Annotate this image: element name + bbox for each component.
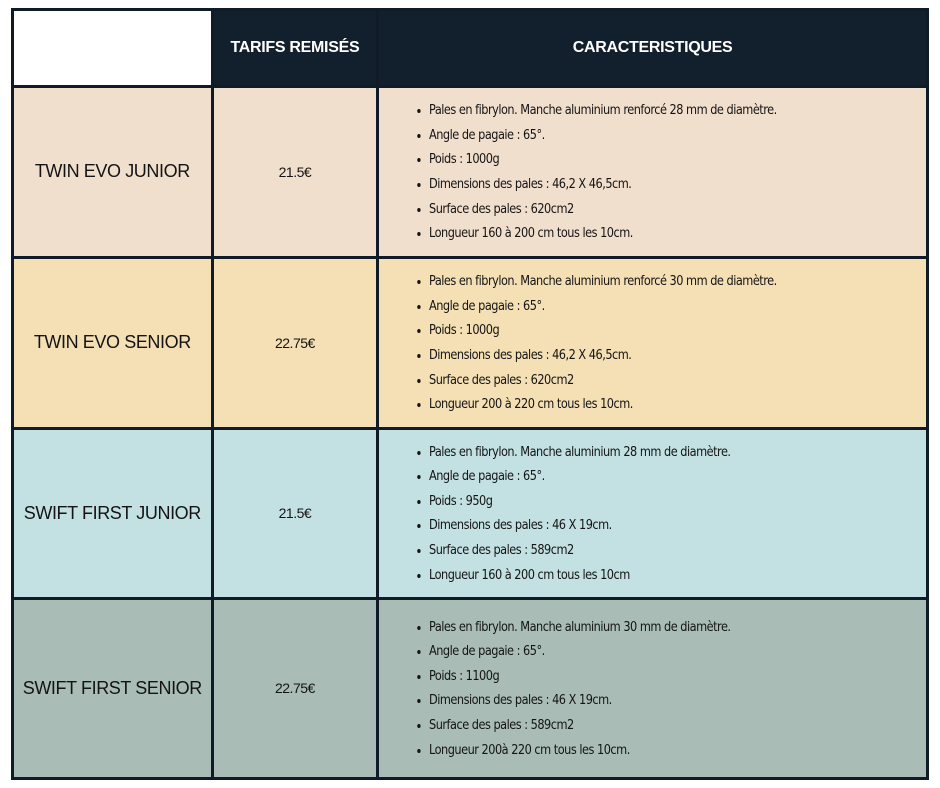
product-row-twin-evo-senior xyxy=(13,257,928,428)
spec-item: • Longueur 160 à 200 cm tous les 10cm xyxy=(429,563,846,588)
spec-list xyxy=(379,269,926,417)
product-price: 21.5€ xyxy=(212,87,378,258)
product-row-twin-evo-junior xyxy=(13,87,928,258)
spec-item: • Longueur 160 à 200 cm tous les 10cm. xyxy=(429,221,846,246)
spec-item: • Longueur 200à 220 cm tous les 10cm. xyxy=(429,738,846,763)
spec-item: • Dimensions des pales : 46 X 19cm. xyxy=(429,688,846,713)
product-specs xyxy=(378,257,928,428)
product-specs xyxy=(378,428,928,598)
spec-item: • Pales en fibrylon. Manche aluminium 28 mm de diamètre. xyxy=(429,440,846,465)
spec-item: • Surface des pales : 589cm2 xyxy=(429,538,846,563)
spec-item: • Surface des pales : 620cm2 xyxy=(429,197,846,222)
product-name: TWIN EVO JUNIOR xyxy=(13,87,213,258)
spec-item: • Pales en fibrylon. Manche aluminium renforcé 28 mm de diamètre. xyxy=(429,98,846,123)
spec-item: • Dimensions des pales : 46 X 19cm. xyxy=(429,513,846,538)
spec-item: • Poids : 950g xyxy=(429,489,846,514)
spec-list xyxy=(379,615,926,763)
spec-item: • Surface des pales : 589cm2 xyxy=(429,713,846,738)
header-corner-cell xyxy=(13,10,213,87)
header-row xyxy=(13,10,928,87)
spec-item: • Dimensions des pales : 46,2 X 46,5cm. xyxy=(429,343,846,368)
spec-item: • Longueur 200 à 220 cm tous les 10cm. xyxy=(429,392,846,417)
spec-item: • Angle de pagaie : 65°. xyxy=(429,294,846,319)
spec-item: • Poids : 1000g xyxy=(429,147,846,172)
product-price: 21.5€ xyxy=(212,428,378,598)
product-specs xyxy=(378,598,928,778)
spec-item: • Poids : 1100g xyxy=(429,664,846,689)
spec-item: • Surface des pales : 620cm2 xyxy=(429,368,846,393)
spec-item: • Poids : 1000g xyxy=(429,318,846,343)
spec-list xyxy=(379,440,926,588)
spec-item: • Dimensions des pales : 46,2 X 46,5cm. xyxy=(429,172,846,197)
product-row-swift-first-junior xyxy=(13,428,928,598)
product-price: 22.75€ xyxy=(212,598,378,778)
product-price: 22.75€ xyxy=(212,257,378,428)
product-row-swift-first-senior xyxy=(13,598,928,778)
product-name: SWIFT FIRST SENIOR xyxy=(13,598,213,778)
spec-item: • Pales en fibrylon. Manche aluminium 30 mm de diamètre. xyxy=(429,615,846,640)
product-name: SWIFT FIRST JUNIOR xyxy=(13,428,213,598)
spec-item: • Pales en fibrylon. Manche aluminium renforcé 30 mm de diamètre. xyxy=(429,269,846,294)
spec-item: • Angle de pagaie : 65°. xyxy=(429,464,846,489)
product-specs xyxy=(378,87,928,258)
spec-list xyxy=(379,98,926,246)
product-name: TWIN EVO SENIOR xyxy=(13,257,213,428)
header-price: TARIFS REMISÉS xyxy=(212,10,378,87)
spec-item: • Angle de pagaie : 65°. xyxy=(429,123,846,148)
price-table xyxy=(11,8,929,780)
header-specs: CARACTERISTIQUES xyxy=(378,10,928,87)
spec-item: • Angle de pagaie : 65°. xyxy=(429,639,846,664)
